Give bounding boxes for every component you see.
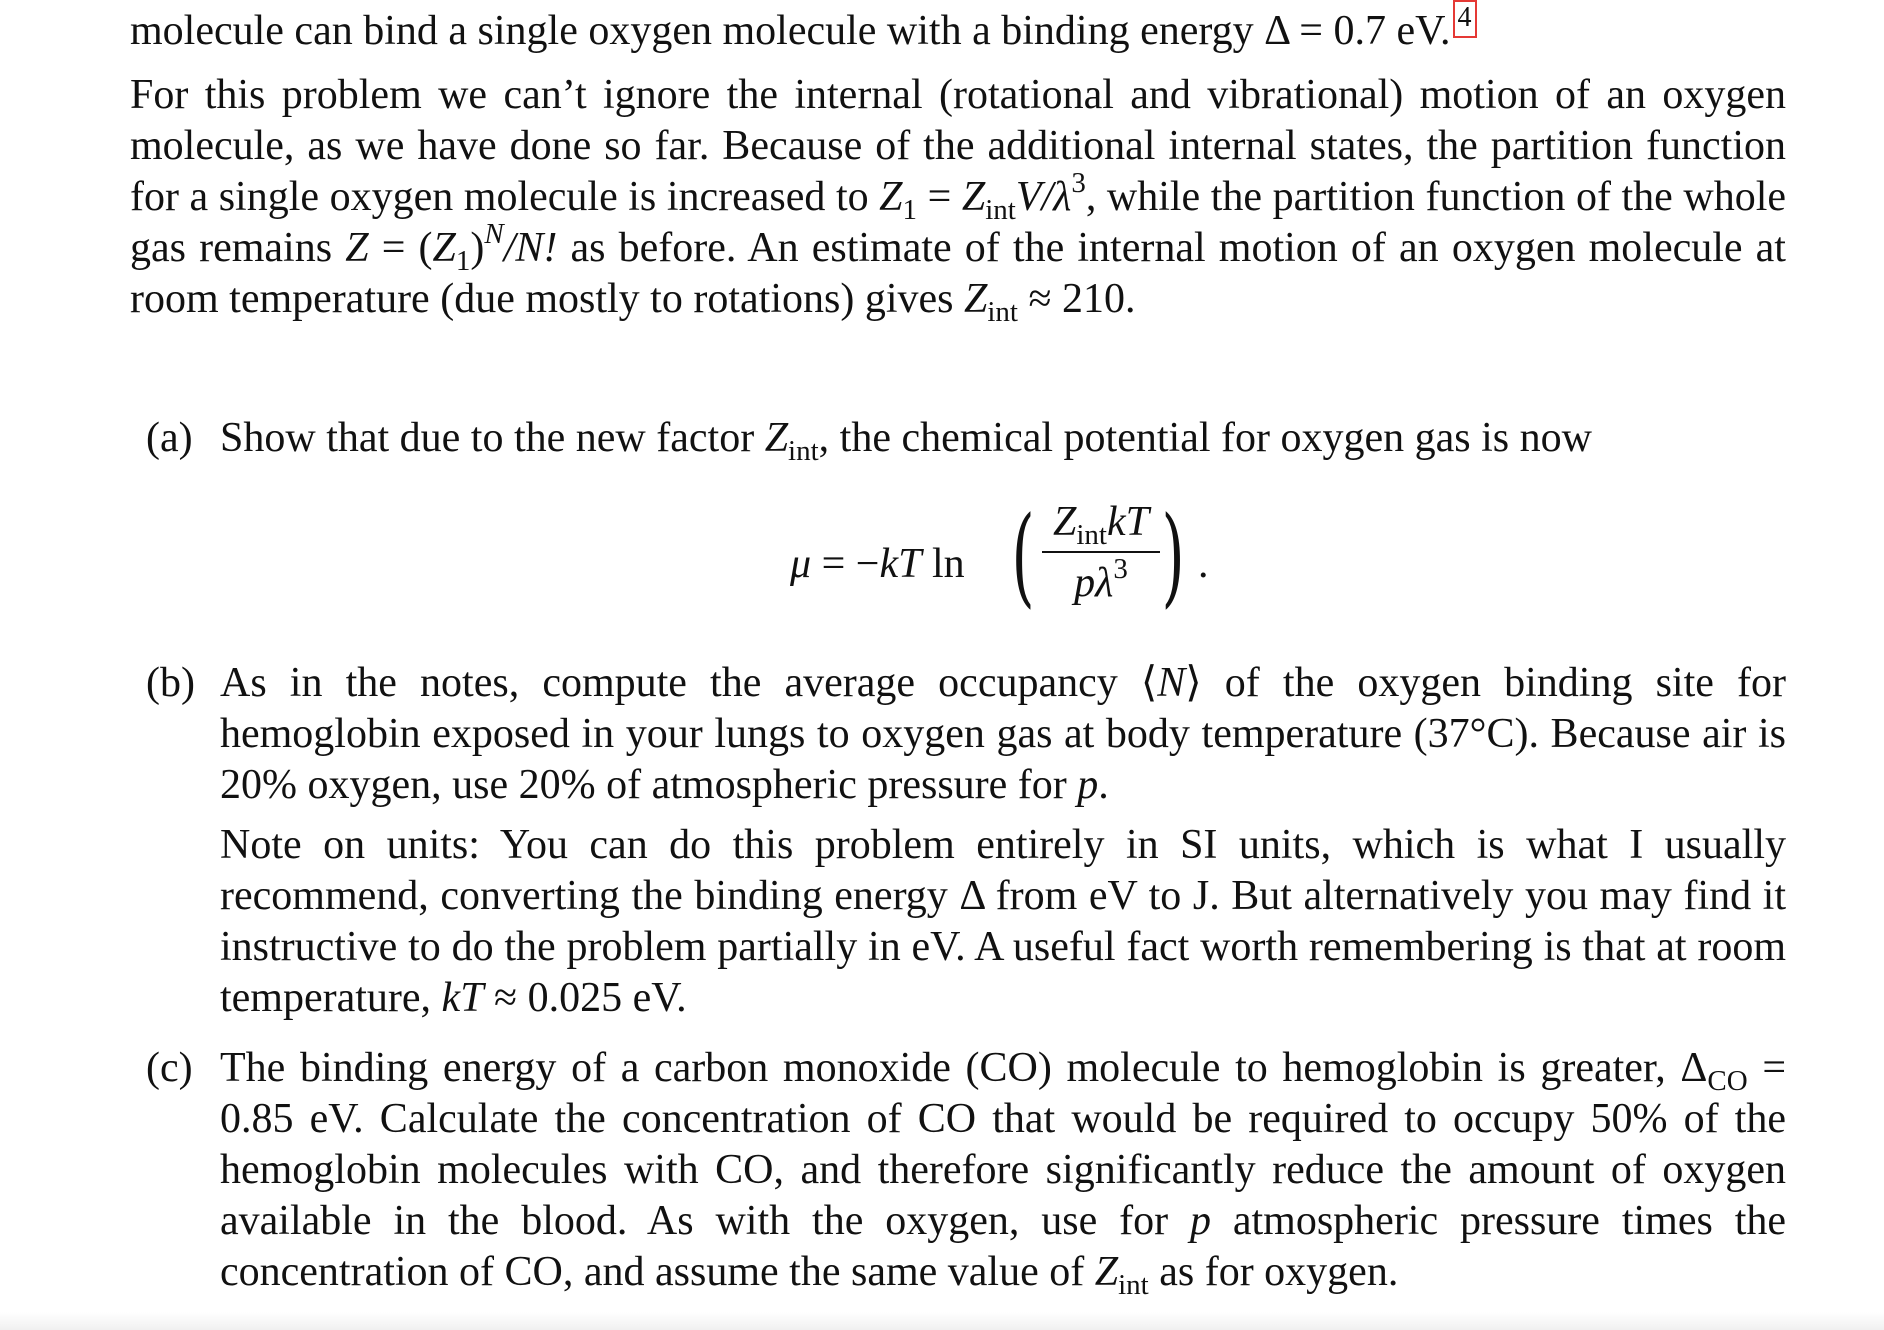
part-b-text-2: ⟩ of the oxygen binding site for hemoglobin exposed in your lungs to oxygen gas at body temperature (37°C). Because air is 20% oxygen, use 20% of atmospheric pressure for (220, 660, 1786, 808)
intro-text-2: , while the partition function of the whole gas remains (130, 174, 1787, 271)
intro-text-3: as before. An estimate of the internal motion of an oxygen molecule at room temperature (due mostly to rotations) gives (130, 225, 1786, 322)
math-sup-n: N (484, 218, 504, 250)
intro-text-1: For this problem we can’t ignore the internal (rotational and vibrational) motion of an oxygen molecule, as we have done so far. Because of the additional internal states, the partition function for a single oxygen molecule is increased to (130, 72, 1786, 220)
math-sub: int (1118, 1269, 1149, 1301)
math-kt: kT (879, 541, 922, 587)
math-sub: int (987, 296, 1018, 328)
part-c-text (220, 1043, 1787, 1301)
math-sub: CO (1707, 1065, 1748, 1097)
math-approx-value: ≈ 210. (1017, 276, 1136, 322)
part-c-text-3: atmospheric pressure times the concentration of CO, and assume the same value of (220, 1198, 1786, 1295)
part-a-text (220, 413, 1786, 467)
math-sup: 3 (1113, 553, 1128, 585)
equation-fraction (1042, 497, 1160, 607)
math-n: N (1157, 660, 1186, 706)
math-zint: Z (764, 415, 789, 461)
footnote-link[interactable]: 4 (1453, 0, 1477, 38)
math-kt: kT (1106, 499, 1149, 545)
units-note-text-1: Note on units: You can do this problem entirely in SI units, which is what I usually recommend, converting the binding energy Δ from eV to J. But alternatively you may find it instructive to do the problem partially in eV. A useful fact worth remembering is that at room temperature, (220, 822, 1786, 1021)
math-z: Z (345, 225, 369, 271)
math-sub: int (985, 194, 1016, 226)
part-label: (c) (146, 1045, 193, 1091)
math-kt: kT (441, 975, 484, 1021)
equation-period: . (1198, 541, 1209, 587)
part-b-text-3: . (1098, 762, 1109, 808)
chemical-potential-equation (780, 495, 1240, 635)
part-label: (a) (146, 415, 193, 461)
math-sub: 1 (455, 245, 471, 277)
right-paren: ) (1161, 494, 1185, 619)
equation-lhs (790, 539, 965, 590)
continuation-line (130, 0, 1786, 57)
left-paren: ( (1011, 494, 1035, 619)
math-op: = − (811, 541, 880, 587)
part-label: (b) (146, 660, 195, 706)
part-a-text-1: Show that due to the new factor (220, 415, 765, 461)
math-zint: Z (963, 276, 988, 322)
math-mu: μ (790, 541, 812, 587)
math-z1: Z (432, 225, 456, 271)
part-c-text-2: = 0.85 eV. Calculate the concentration of CO that would be required to occupy 50% of the hemoglobin molecules with CO, and therefore significantly reduce the amount of oxygen available in the blood. As with the oxygen, use for (220, 1045, 1787, 1244)
math-p-lambda: pλ (1074, 560, 1114, 606)
math-zint: Z (1053, 499, 1077, 545)
part-b-text (220, 658, 1786, 811)
math-sub: int (788, 435, 819, 467)
units-note-text-2: ≈ 0.025 eV. (483, 975, 687, 1021)
math-v-over-lambda: V/λ (1015, 174, 1072, 220)
math-op: ) (470, 225, 485, 271)
part-c-text-1: The binding energy of a carbon monoxide (CO) molecule to hemoglobin is greater, Δ (220, 1045, 1708, 1091)
math-zint: Z (1094, 1249, 1119, 1295)
math-p: p (1189, 1198, 1211, 1244)
math-op: = ( (368, 225, 433, 271)
math-sub: int (1076, 519, 1107, 551)
intro-paragraph (130, 70, 1787, 328)
part-b-text-1: As in the notes, compute the average occupancy ⟨ (220, 660, 1158, 706)
part-a-text-2: , the chemical potential for oxygen gas is now (818, 415, 1592, 461)
units-note (220, 820, 1786, 1024)
math-z1: Z (879, 174, 903, 220)
fraction-bar (1042, 551, 1160, 553)
part-c-text-4: as for oxygen. (1148, 1249, 1399, 1295)
math-p: p (1077, 762, 1099, 808)
continuation-text: molecule can bind a single oxygen molecule with a binding energy Δ = 0.7 eV. (130, 8, 1451, 54)
math-sup: 3 (1071, 167, 1086, 199)
math-zint: Z (961, 174, 986, 220)
math-op: = (917, 174, 962, 220)
fraction-denominator (1042, 553, 1160, 607)
math-sub: 1 (902, 194, 918, 226)
math-ln: ln (921, 541, 965, 587)
page-edge-shadow (0, 1312, 1884, 1330)
math-over-nfact: /N! (503, 225, 558, 271)
fraction-numerator (1042, 497, 1160, 551)
